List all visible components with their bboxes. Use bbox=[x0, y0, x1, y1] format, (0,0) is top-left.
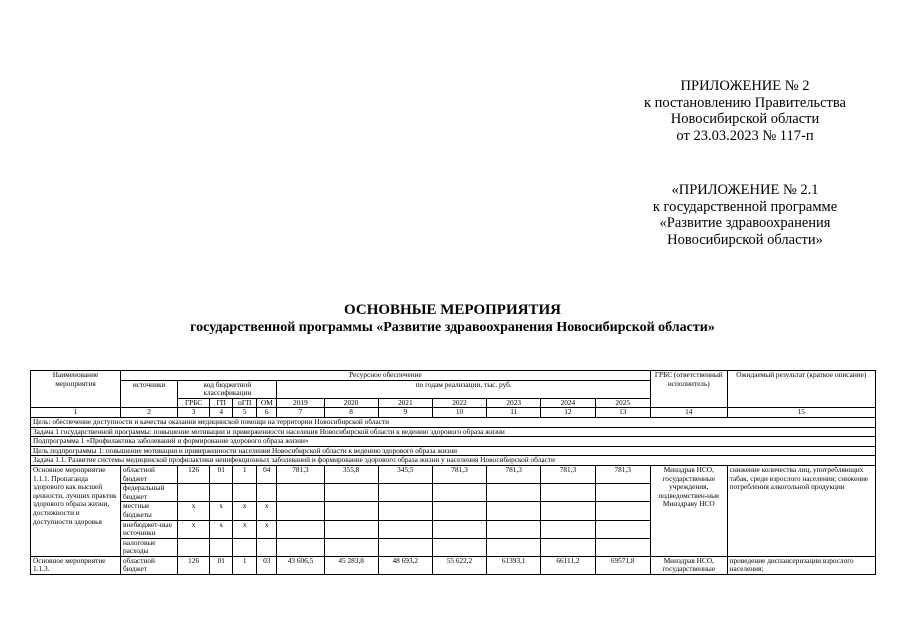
code-cell: 04 bbox=[257, 465, 277, 483]
source-cell: налоговые расходы bbox=[121, 538, 178, 556]
value-cell: 55 622,2 bbox=[432, 556, 486, 574]
header-code-col: ГП bbox=[209, 398, 233, 408]
column-number: 8 bbox=[324, 408, 378, 418]
column-number: 2 bbox=[121, 408, 178, 418]
column-number: 6 bbox=[257, 408, 277, 418]
column-number: 5 bbox=[233, 408, 257, 418]
header-code-col: ОМ bbox=[257, 398, 277, 408]
header-code-col: ГРБС bbox=[178, 398, 210, 408]
task-row bbox=[31, 427, 876, 437]
code-cell: x bbox=[209, 502, 233, 520]
value-cell bbox=[277, 502, 324, 520]
value-cell bbox=[277, 538, 324, 556]
value-cell bbox=[277, 520, 324, 538]
column-number: 9 bbox=[378, 408, 432, 418]
header-year: 2025 bbox=[595, 398, 650, 408]
code-cell: x bbox=[233, 520, 257, 538]
measures-table bbox=[30, 370, 876, 575]
column-number: 7 bbox=[277, 408, 324, 418]
source-cell: федеральный бюджет bbox=[121, 484, 178, 502]
value-cell bbox=[595, 520, 650, 538]
appendix-line: Новосибирской области bbox=[670, 111, 820, 127]
value-cell bbox=[487, 484, 541, 502]
goal-row bbox=[31, 417, 876, 427]
code-cell bbox=[209, 538, 233, 556]
code-cell: 01 bbox=[209, 556, 233, 574]
value-cell bbox=[541, 484, 595, 502]
value-cell: 781,3 bbox=[487, 465, 541, 483]
appendix-block-program bbox=[600, 182, 890, 248]
value-cell bbox=[432, 502, 486, 520]
value-cell: 61393,1 bbox=[487, 556, 541, 574]
document-subtitle: государственной программы «Развитие здравоохранения Новосибирской области» bbox=[190, 320, 715, 335]
column-number-row bbox=[31, 408, 876, 418]
value-cell bbox=[432, 520, 486, 538]
goal-text: Цель: обеспечение доступности и качества оказания медицинской помощи на территории Новосибирской области bbox=[31, 417, 876, 427]
value-cell: 48 693,2 bbox=[378, 556, 432, 574]
value-cell bbox=[487, 502, 541, 520]
value-cell: 781,3 bbox=[595, 465, 650, 483]
header-by-years: по годам реализации, тыс. руб. bbox=[277, 380, 650, 398]
grbs-cell: Минздрав НСО, государственные bbox=[650, 556, 727, 574]
value-cell bbox=[378, 484, 432, 502]
source-cell: областной бюджет bbox=[121, 465, 178, 483]
code-cell bbox=[178, 538, 210, 556]
code-cell: 126 bbox=[178, 465, 210, 483]
subtask-row bbox=[31, 456, 876, 466]
code-cell: 1 bbox=[233, 556, 257, 574]
header-resources: Ресурсное обеспечение bbox=[121, 371, 651, 381]
header-sources: источники bbox=[121, 380, 178, 408]
column-number: 4 bbox=[209, 408, 233, 418]
code-cell bbox=[233, 538, 257, 556]
code-cell: 03 bbox=[257, 556, 277, 574]
value-cell bbox=[541, 520, 595, 538]
appendix-line: к государственной программе bbox=[652, 198, 838, 215]
column-number: 15 bbox=[727, 408, 875, 418]
header-grbs: ГРБС (ответственный исполнитель) bbox=[650, 371, 727, 408]
value-cell bbox=[324, 502, 378, 520]
appendix-line: «Развитие здравоохранения bbox=[659, 215, 831, 231]
value-cell bbox=[324, 520, 378, 538]
appendix-line: от 23.03.2023 № 117-п bbox=[676, 127, 814, 144]
document-title: ОСНОВНЫЕ МЕРОПРИЯТИЯ bbox=[344, 302, 561, 318]
value-cell bbox=[487, 520, 541, 538]
result-cell: проведение диспансеризации взрослого населения; bbox=[727, 556, 875, 574]
subprogram-row bbox=[31, 437, 876, 447]
column-number: 12 bbox=[541, 408, 595, 418]
value-cell: 43 606,5 bbox=[277, 556, 324, 574]
value-cell bbox=[595, 538, 650, 556]
source-cell: внебюджет-ные источники bbox=[121, 520, 178, 538]
column-number: 14 bbox=[650, 408, 727, 418]
event-name: Основное мероприятие 1.1.3. bbox=[31, 556, 121, 574]
result-cell: снижение количества лиц, употребляющих табак, среди взрослого населения; снижение потребления алкогольной продукции bbox=[727, 465, 875, 556]
subprogram-text: Подпрограмма 1 «Профилактика заболеваний и формирование здорового образа жизни» bbox=[31, 437, 876, 447]
value-cell: 69571,8 bbox=[595, 556, 650, 574]
code-cell bbox=[178, 484, 210, 502]
code-cell bbox=[257, 538, 277, 556]
header-year: 2024 bbox=[541, 398, 595, 408]
appendix-block-resolution bbox=[600, 78, 890, 144]
header-year: 2019 bbox=[277, 398, 324, 408]
value-cell: 45 283,8 bbox=[324, 556, 378, 574]
value-cell bbox=[277, 484, 324, 502]
source-cell: областной бюджет bbox=[121, 556, 178, 574]
value-cell bbox=[378, 538, 432, 556]
value-cell bbox=[432, 538, 486, 556]
code-cell: 1 bbox=[233, 465, 257, 483]
code-cell bbox=[257, 484, 277, 502]
column-number: 1 bbox=[31, 408, 121, 418]
code-cell: x bbox=[178, 520, 210, 538]
appendix-line: к постановлению Правительства bbox=[644, 94, 846, 111]
value-cell bbox=[324, 484, 378, 502]
header-budget-code: код бюджетной классификации bbox=[178, 380, 277, 398]
header-year: 2022 bbox=[432, 398, 486, 408]
appendix-line: Новосибирской области» bbox=[667, 231, 823, 248]
value-cell: 781,3 bbox=[432, 465, 486, 483]
code-cell: x bbox=[257, 502, 277, 520]
event-name: Основное мероприятие 1.1.1. Пропаганда здорового как высшей ценности, лучших практик здорового образа жизни, достижности и доступности здоровья bbox=[31, 465, 121, 556]
header-year: 2023 bbox=[487, 398, 541, 408]
column-number: 3 bbox=[178, 408, 210, 418]
code-cell: x bbox=[178, 502, 210, 520]
value-cell bbox=[487, 538, 541, 556]
value-cell: 66111,2 bbox=[541, 556, 595, 574]
value-cell bbox=[595, 502, 650, 520]
table-row bbox=[31, 465, 876, 483]
source-cell: местные бюджеты bbox=[121, 502, 178, 520]
value-cell: 781,3 bbox=[541, 465, 595, 483]
code-cell: x bbox=[233, 502, 257, 520]
header-name: Наименование мероприятия bbox=[31, 371, 121, 408]
code-cell: x bbox=[209, 520, 233, 538]
appendix-title: ПРИЛОЖЕНИЕ № 2 bbox=[680, 78, 810, 94]
subprogram-goal-text: Цель подпрограммы 1: повышение мотивации и приверженности населения Новосибирской области к ведению здорового образа жизни bbox=[31, 446, 876, 456]
subprogram-goal-row bbox=[31, 446, 876, 456]
value-cell bbox=[541, 502, 595, 520]
header-result: Ожидаемый результат (краткое описание) bbox=[727, 371, 875, 408]
value-cell: 781,3 bbox=[277, 465, 324, 483]
value-cell: 345,5 bbox=[378, 465, 432, 483]
value-cell: 355,8 bbox=[324, 465, 378, 483]
header-year: 2020 bbox=[324, 398, 378, 408]
value-cell bbox=[432, 484, 486, 502]
table-row bbox=[31, 556, 876, 574]
header-year: 2021 bbox=[378, 398, 432, 408]
code-cell: x bbox=[257, 520, 277, 538]
column-number: 13 bbox=[595, 408, 650, 418]
code-cell bbox=[233, 484, 257, 502]
code-cell: 01 bbox=[209, 465, 233, 483]
column-number: 11 bbox=[487, 408, 541, 418]
column-number: 10 bbox=[432, 408, 486, 418]
value-cell bbox=[324, 538, 378, 556]
header-row bbox=[31, 371, 876, 381]
code-cell: 126 bbox=[178, 556, 210, 574]
subtask-text: Задача 1.1. Развитие системы медицинской профилактики неинфекционных заболеваний и формирование здорового образа жизни у населения Новосибирской области bbox=[31, 456, 876, 466]
value-cell bbox=[541, 538, 595, 556]
value-cell bbox=[378, 520, 432, 538]
value-cell bbox=[378, 502, 432, 520]
code-cell bbox=[209, 484, 233, 502]
header-code-col: пГП bbox=[233, 398, 257, 408]
grbs-cell: Минздрав НСО, государственные учреждения, подведомствен-ные Минздраву НСО bbox=[650, 465, 727, 556]
value-cell bbox=[595, 484, 650, 502]
task-text: Задача 1 государственной программы: повышение мотивации и приверженности населения Новосибирской области к ведению здорового образа жизни bbox=[31, 427, 876, 437]
appendix-title: «ПРИЛОЖЕНИЕ № 2.1 bbox=[671, 182, 819, 198]
